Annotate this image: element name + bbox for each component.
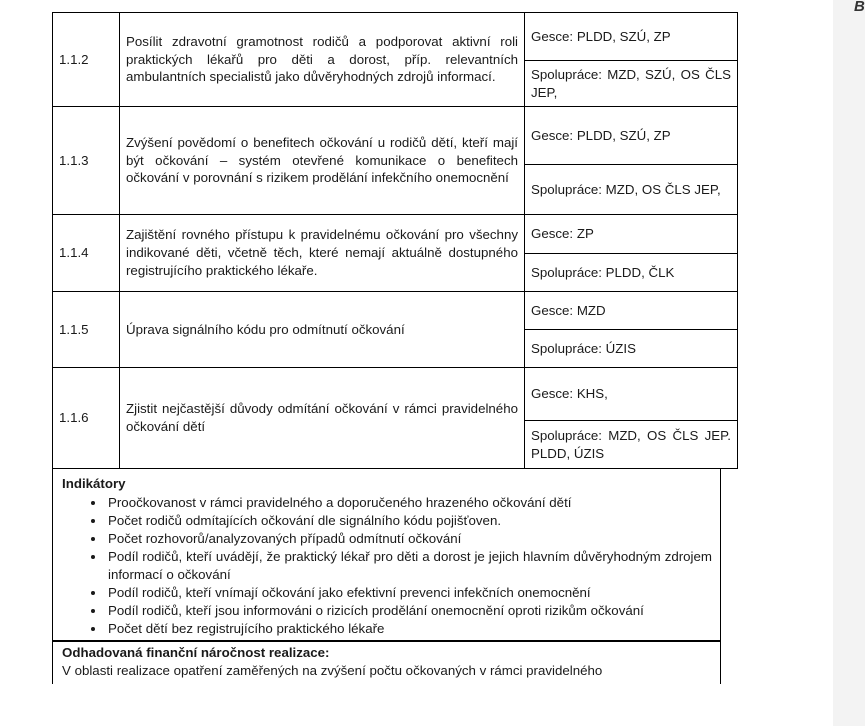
financial-text: V oblasti realizace opatření zaměřených na zvýšení počtu očkovaných v rámci pravidelného (62, 663, 603, 679)
action-description: Zajištění rovného přístupu k pravidelnému očkování pro všechny indikované děti, včetně těch, které nemají aktuálně dostupného registrujícího praktického lékaře. (120, 215, 525, 292)
gesce-cell: Gesce: MZD (525, 292, 738, 330)
indicators-list (62, 494, 712, 638)
spoluprace-cell: Spolupráce: PLDD, ČLK (525, 254, 738, 292)
table-row (53, 368, 738, 421)
action-description: Posílit zdravotní gramotnost rodičů a podporovat aktivní roli praktických lékařů pro děti a dorost, příp. relevantních ambulantních specialistů jako důvěryhodných zdrojů informací. (120, 13, 525, 107)
action-description: Zvýšení povědomí o benefitech očkování u rodičů dětí, kteří mají být očkování – systém otevřené komunikace o benefitech očkování v porovnání s rizikem prodělání infekčního onemocnění (120, 107, 525, 215)
indicator-item: • Podíl rodičů, kteří vnímají očkování jako efektivní prevenci infekčních onemocnění (106, 584, 712, 602)
table-row (53, 13, 738, 61)
indicators-heading: Indikátory (62, 476, 126, 491)
gesce-cell: Gesce: KHS, (525, 368, 738, 421)
gesce-cell: Gesce: PLDD, SZÚ, ZP (525, 13, 738, 61)
action-number: 1.1.3 (53, 107, 120, 215)
action-number: 1.1.5 (53, 292, 120, 368)
actions-table (52, 12, 738, 469)
side-panel (833, 0, 865, 726)
gesce-cell: Gesce: PLDD, SZÚ, ZP (525, 107, 738, 165)
indicator-item: • Podíl rodičů, kteří jsou informováni o rizicích prodělání onemocnění oproti rizikům očkování (106, 602, 712, 620)
gesce-cell: Gesce: ZP (525, 215, 738, 254)
spoluprace-cell: Spolupráce: MZD, OS ČLS JEP, (525, 165, 738, 215)
spoluprace-cell: Spolupráce: ÚZIS (525, 330, 738, 368)
document-page (52, 12, 731, 684)
table-row (53, 107, 738, 165)
indicator-item: • Počet dětí bez registrujícího praktického lékaře (106, 620, 712, 638)
indicator-item: • Podíl rodičů, kteří uvádějí, že praktický lékař pro děti a dorost je jejich hlavním důvěryhodným zdrojem informací o očkování (106, 548, 712, 584)
spoluprace-cell: Spolupráce: MZD, SZÚ, OS ČLS JEP, (525, 61, 738, 107)
table-row (53, 292, 738, 330)
table-row (53, 215, 738, 254)
indicator-item: • Proočkovanost v rámci pravidelného a doporučeného hrazeného očkování dětí (106, 494, 712, 512)
action-number: 1.1.4 (53, 215, 120, 292)
action-number: 1.1.6 (53, 368, 120, 469)
action-description: Zjistit nejčastější důvody odmítání očkování v rámci pravidelného očkování dětí (120, 368, 525, 469)
indicators-section (52, 469, 721, 641)
financial-section (52, 641, 721, 684)
financial-heading: Odhadovaná finanční náročnost realizace: (62, 645, 330, 661)
spoluprace-cell: Spolupráce: MZD, OS ČLS JEP. PLDD, ÚZIS (525, 421, 738, 469)
indicator-item: • Počet rodičů odmítajících očkování dle signálního kódu pojišťoven. (106, 512, 712, 530)
corner-mark: B (854, 0, 865, 15)
action-number: 1.1.2 (53, 13, 120, 107)
indicator-item: • Počet rozhovorů/analyzovaných případů odmítnutí očkování (106, 530, 712, 548)
action-description: Úprava signálního kódu pro odmítnutí očkování (120, 292, 525, 368)
